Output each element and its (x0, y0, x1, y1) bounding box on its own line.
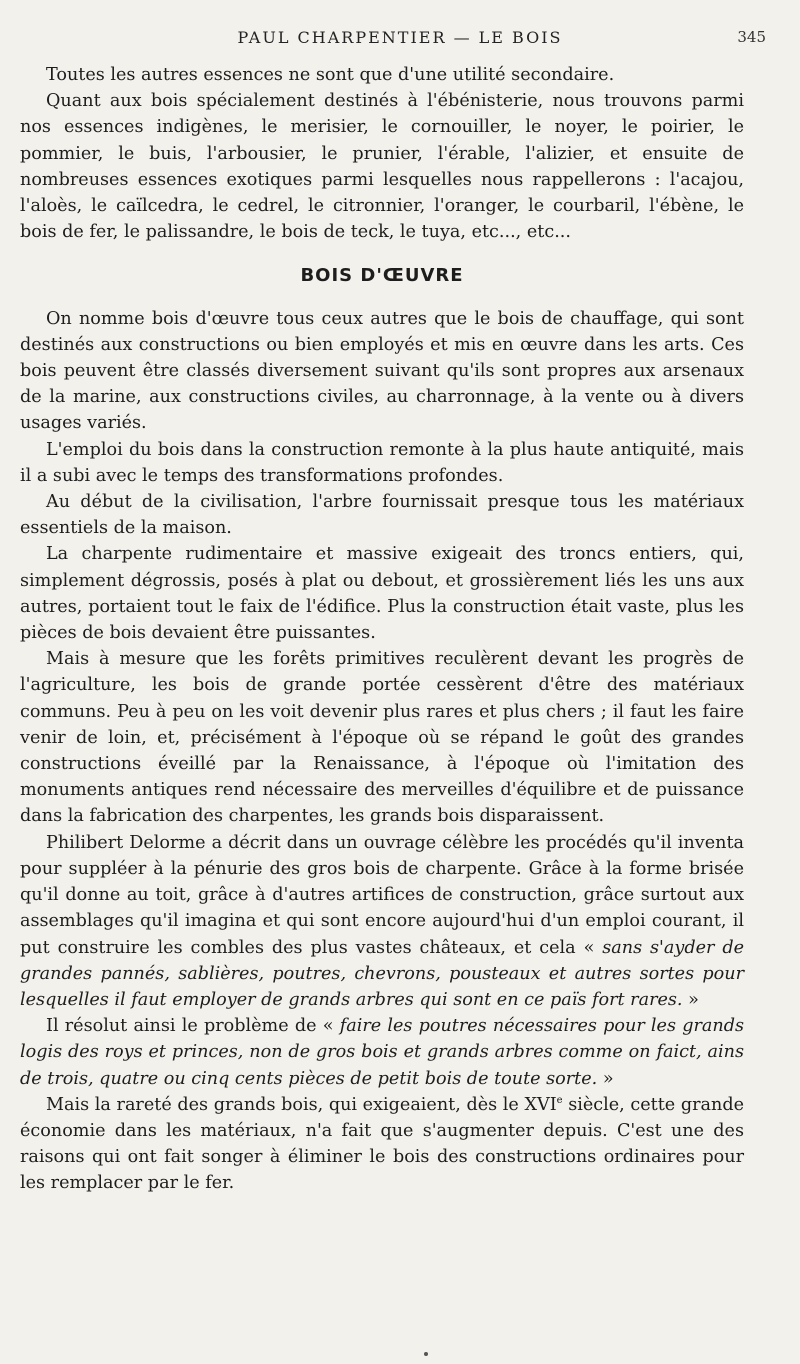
section-paragraph-4: La charpente rudimentaire et massive exigeait des troncs entiers, qui, simplement dégrossis, posés à plat ou debout, et grossièrement liés les uns aux autres, portaient tout le faix de l'édifice. Plus la construction était vaste, plus les pièces de bois devaient être puissantes. (20, 544, 744, 644)
quote-close: » (597, 1068, 614, 1089)
page-number: 345 (737, 28, 766, 46)
footer-dot (424, 1352, 428, 1356)
paragraph-6-text: Philibert Delorme a décrit dans un ouvrage célèbre les procédés qu'il inventa pour suppléer à la pénurie des gros bois de charpente. Grâce à la forme brisée qu'il donne au toit, grâce à d'autres artifices de construction, grâce surtout aux assemblages qu'il imagina et qui sont encore aujourd'hui d'un emploi courant, il put construire les combles des plus vastes châteaux, et cela « (20, 832, 744, 958)
section-paragraph-2: L'emploi du bois dans la construction remonte à la plus haute antiquité, mais il a subi avec le temps des transformations profondes. (20, 439, 744, 486)
intro-paragraph-2: Quant aux bois spécialement destinés à l'ébénisterie, nous trouvons parmi nos essences indigènes, le merisier, le cornouiller, le noyer, le poirier, le pommier, le buis, l'arbousier, le prunier, l'érable, l'alizier, et ensuite de nombreuses essences exotiques parmi lesquelles nous rappellerons : l'acajou, l'aloès, le caïlcedra, le cedrel, le citronnier, l'oranger, le courbaril, l'ébène, le bois de fer, le palissandre, le bois de teck, le tuya, etc..., etc... (20, 91, 744, 243)
body-text (20, 62, 744, 1197)
century-superscript: e (556, 1094, 563, 1106)
section-paragraph-8 (20, 1092, 744, 1197)
section-paragraph-1: On nomme bois d'œuvre tous ceux autres que le bois de chauffage, qui sont destinés aux constructions ou bien employés et mis en œuvre dans les arts. Ces bois peuvent être classés diversement suivant qu'ils sont propres aux arsenaux de la marine, aux constructions civiles, au charronnage, à la vente ou à divers usages variés. (20, 308, 744, 434)
running-header (0, 28, 800, 52)
poutres-quote: faire les poutres nécessaires pour les grands logis des roys et princes, non de gros bois et grands arbres comme on faict, ains de trois, quatre ou cinq cents pièces de petit bois de toute sorte. (20, 1016, 744, 1089)
paragraph-7-text: Il résolut ainsi le problème de « (46, 1016, 340, 1037)
paragraph-8-text: Mais la rareté des grands bois, qui exigeaient, dès le XVI (46, 1094, 557, 1115)
section-paragraph-6 (20, 830, 744, 1013)
quote-close: » (682, 989, 699, 1010)
section-heading: BOIS D'ŒUVRE (300, 265, 464, 287)
delorme-quote: sans s'ayder de grandes pannés, sablières, poutres, chevrons, pousteaux et autres sortes pour lesquelles il faut employer de grands arbres qui sont en ce païs fort rares. (20, 937, 744, 1010)
intro-paragraph-1: Toutes les autres essences ne sont que d'une utilité secondaire. (46, 65, 615, 85)
paragraph-8-text-end: siècle, cette grande économie dans les matériaux, n'a fait que s'augmenter depuis. C'est une des raisons qui ont fait songer à éliminer le bois des constructions ordinaires pour les remplacer par le fer. (20, 1094, 744, 1194)
section-paragraph-3: Au début de la civilisation, l'arbre fournissait presque tous les matériaux essentiels de la maison. (20, 492, 744, 539)
running-title: PAUL CHARPENTIER — LE BOIS (237, 28, 563, 47)
section-paragraph-7 (20, 1013, 744, 1092)
section-paragraph-5: Mais à mesure que les forêts primitives reculèrent devant les progrès de l'agriculture, les bois de grande portée cessèrent d'être des matériaux communs. Peu à peu on les voit devenir plus rares et plus chers ; il faut les faire venir de loin, et, précisément à l'époque où se répand le goût des grandes constructions éveillé par la Renaissance, à l'époque où l'imitation des monuments antiques rend nécessaire des merveilles d'équilibre et de puissance dans la fabrication des charpentes, les grands bois disparaissent. (20, 649, 744, 827)
